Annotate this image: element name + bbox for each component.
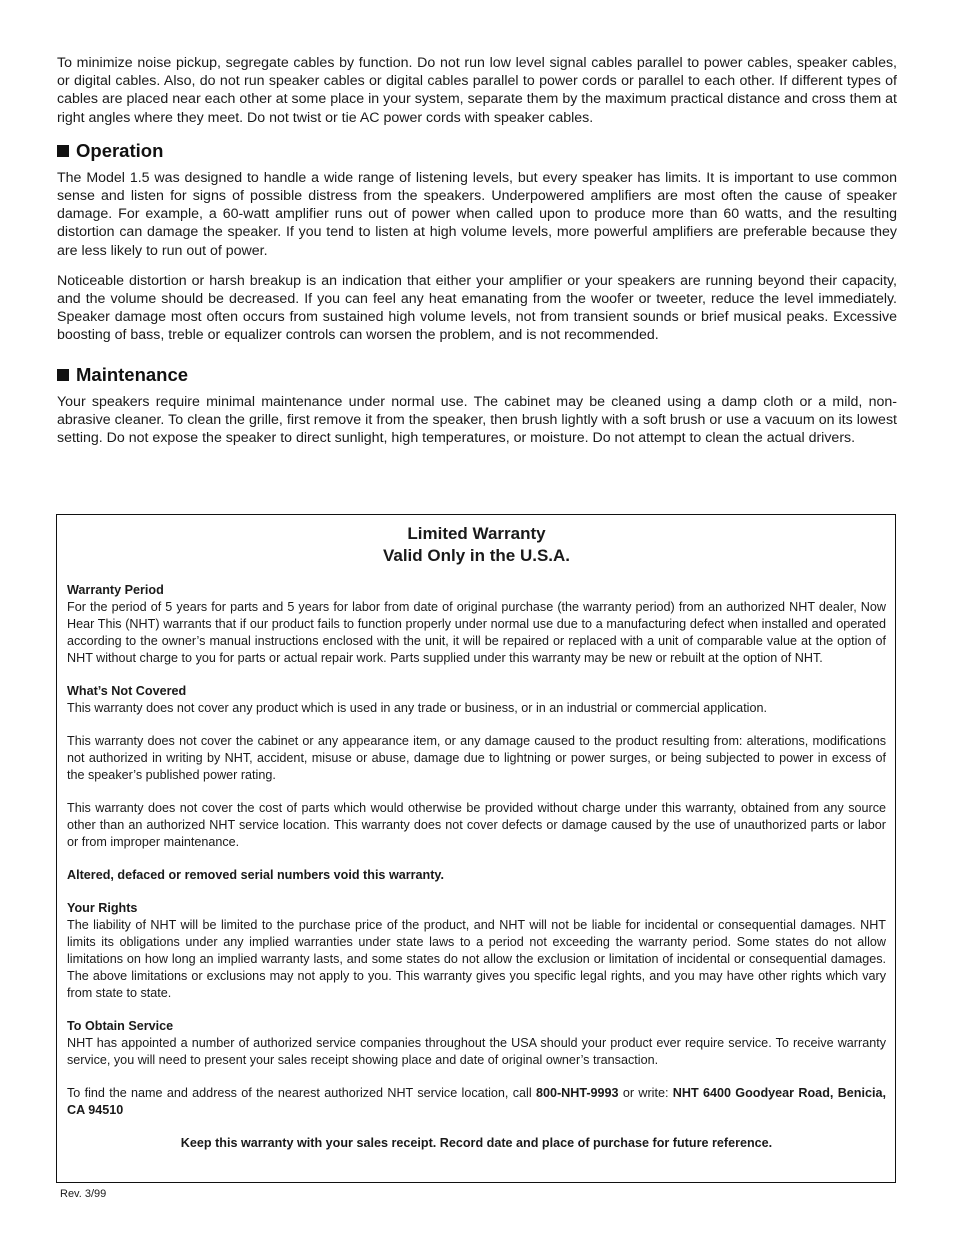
warranty-title-line2: Valid Only in the U.S.A. — [382, 546, 571, 565]
not-covered-text: This warranty does not cover the cost of parts which would otherwise be provided without charge under this warranty, obtained from any source other than an authorized NHT service location. This warranty does not cover defects or damage caused by the use of unauthorized parts or labor or from improper maintenance. — [67, 801, 886, 849]
revision-label: Rev. 3/99 — [60, 1188, 107, 1200]
service-contact-prefix: To find the name and address of the nearest authorized NHT service location, call — [67, 1086, 536, 1100]
operation-heading-label: Operation — [76, 139, 164, 161]
maintenance-heading — [57, 364, 897, 386]
service-contact-middle: or write: — [618, 1086, 673, 1100]
warranty-period-text: For the period of 5 years for parts and 5 years for labor from date of original purchase (the warranty period) from an authorized NHT dealer, Now Hear This (NHT) warrants that if our product fails to function properly under normal use due to a manufacturing defect when installed and operated according to the owner’s manual instructions enclosed with the unit, it will be repaired or replaced with a unit of comparable value at the option of NHT without charge to you for parts or actual repair work. Parts supplied under this warranty may be new or rebuilt at the option of NHT. — [67, 600, 886, 665]
obtain-service-text: NHT has appointed a number of authorized service companies throughout the USA should your product ever require service. To receive warranty service, you will need to present your sales receipt showing place and date of original owner’s transaction. — [67, 1036, 886, 1067]
operation-paragraph: The Model 1.5 was designed to handle a wide range of listening levels, but every speaker has limits. It is important to use common sense and listen for signs of possible distress from the speakers. Underpowered amplifiers are most often the cause of speaker damage. For example, a 60-watt amplifier runs out of power when called upon to produce more than 60 watts, and the resulting distortion can damage the speaker. If you tend to listen at high volume levels, more powerful amplifiers are preferable because they are less likely to run out of power. — [57, 169, 897, 259]
cable-routing-paragraph: To minimize noise pickup, segregate cables by function. Do not run low level signal cables parallel to power cables, speaker cables, or digital cables. Also, do not run speaker cables or digital cables parallel to power cords or parallel to each other. If different types of cables are placed near each other at some place in your system, separate them by the maximum practical distance and cross them at right angles where they meet. Do not twist or tie AC power cords with speaker cables. — [57, 55, 897, 126]
warranty-title-line1: Limited Warranty — [407, 524, 546, 543]
obtain-service-heading: To Obtain Service — [67, 1019, 174, 1033]
not-covered-heading: What’s Not Covered — [67, 684, 187, 698]
service-contact-text — [67, 1085, 886, 1119]
not-covered-text: This warranty does not cover any product which is used in any trade or business, or in an industrial or commercial application. — [67, 701, 767, 715]
warranty-period-heading: Warranty Period — [67, 583, 164, 597]
your-rights-heading: Your Rights — [67, 901, 138, 915]
keep-receipt-notice: Keep this warranty with your sales receipt. Record date and place of purchase for future reference. — [180, 1136, 773, 1150]
maintenance-heading-label: Maintenance — [76, 363, 189, 385]
serial-number-notice: Altered, defaced or removed serial numbers void this warranty. — [67, 868, 445, 882]
square-bullet-icon — [57, 145, 69, 157]
service-mailing-address: NHT 6400 Goodyear Road, Benicia, CA 94510 — [67, 1086, 886, 1117]
square-bullet-icon — [57, 369, 69, 381]
operation-heading — [57, 140, 897, 162]
operation-paragraph: Noticeable distortion or harsh breakup is an indication that either your amplifier or your speakers are running beyond their capacity, and the volume should be decreased. If you can feel any heat emanating from the woofer or tweeter, reduce the level immediately. Speaker damage most often occurs from sustained high volume levels, not from transient sounds or brief musical peaks. Excessive boosting of bass, treble or equalizer controls can worsen the problem, and is not recommended. — [57, 272, 897, 344]
your-rights-text: The liability of NHT will be limited to the purchase price of the product, and NHT will not be liable for incidental or consequential damages. NHT limits its obligations under any implied warranties under state laws to a period not exceeding the warranty period. Some states do not allow limitations on how long an implied warranty lasts, and some states do not allow the exclusion or limitation of incidental or consequential damages. The above limitations or exclusions may not apply to you. This warranty gives you specific legal rights, and you may have other rights which vary from state to state. — [67, 918, 886, 1000]
not-covered-text: This warranty does not cover the cabinet or any appearance item, or any damage caused to the product resulting from: alterations, modifications not authorized in writing by NHT, accident, misuse or abuse, damage due to lightning or power surges, or being subjected to power in excess of the speaker’s published power rating. — [67, 734, 886, 782]
warranty-title — [67, 523, 886, 567]
maintenance-paragraph: Your speakers require minimal maintenance under normal use. The cabinet may be cleaned using a damp cloth or a mild, non-abrasive cleaner. To clean the grille, first remove it from the speaker, then brush lightly with a soft brush or use a vacuum on its lowest setting. Do not expose the speaker to direct sunlight, high temperatures, or moisture. Do not attempt to clean the actual drivers. — [57, 393, 897, 447]
limited-warranty-box — [56, 514, 896, 1183]
service-phone-number: 800-NHT-9993 — [535, 1086, 619, 1100]
manual-page-text — [57, 54, 897, 447]
